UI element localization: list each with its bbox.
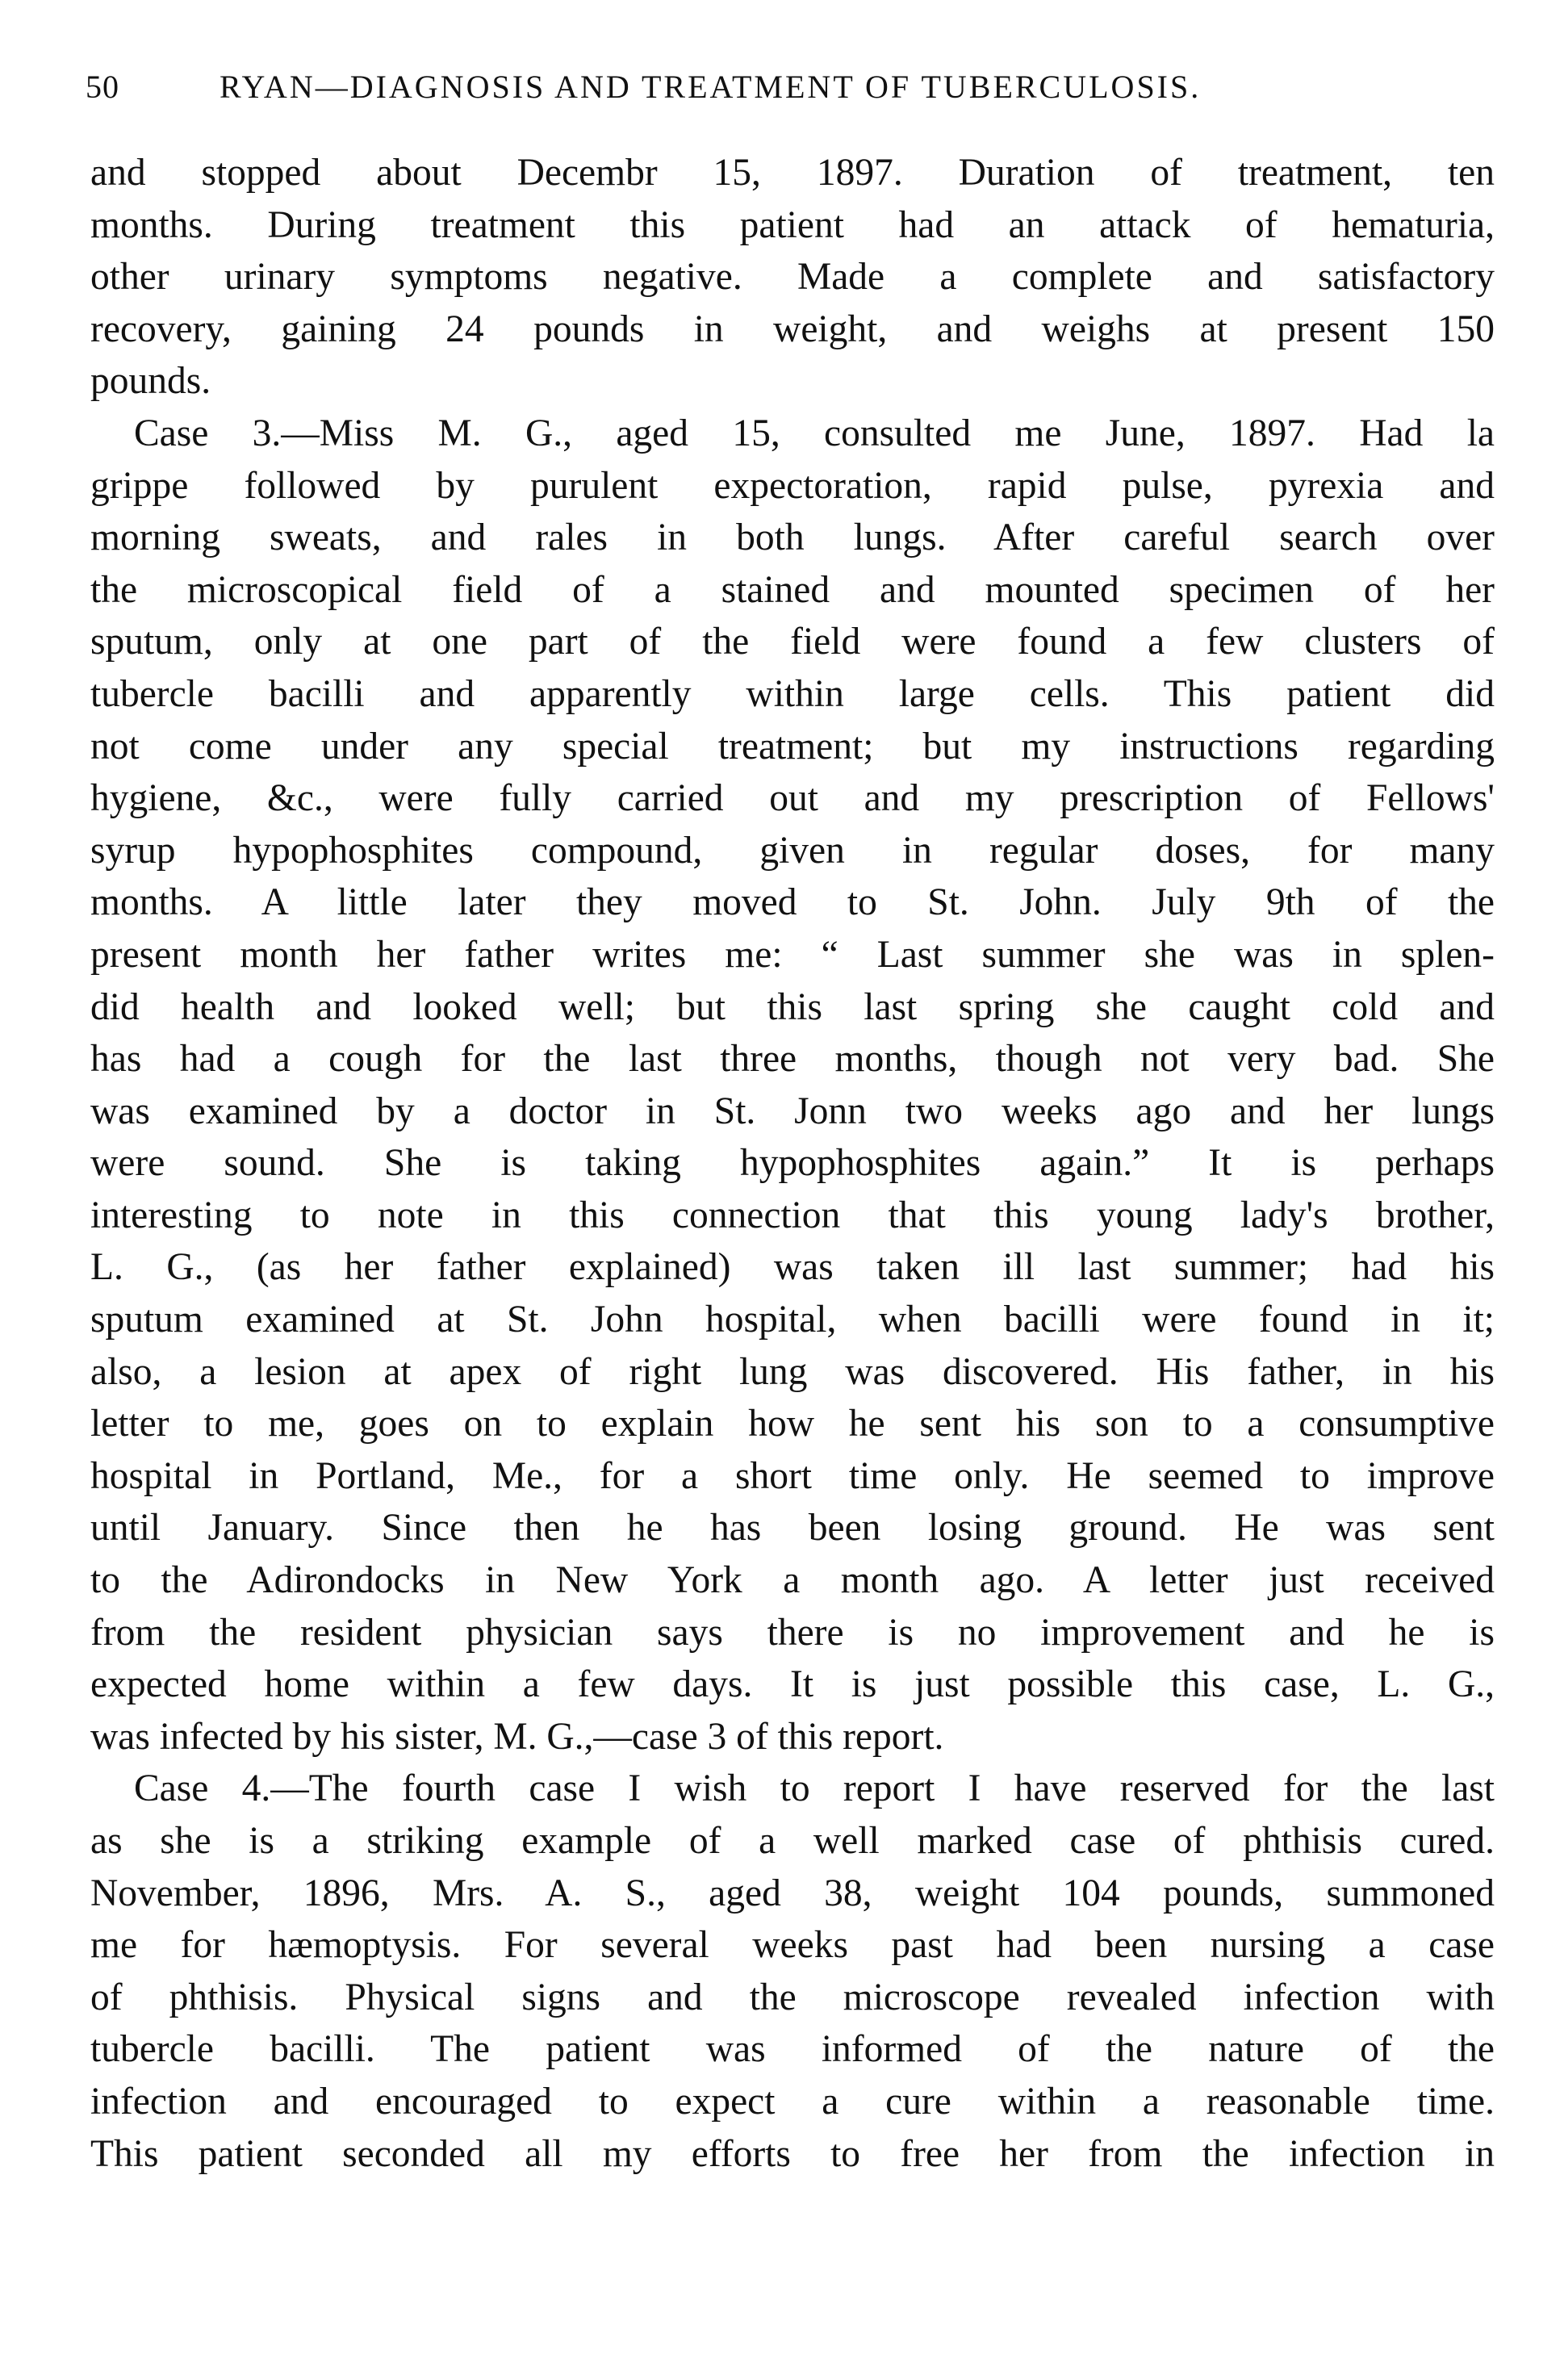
text-line: from the resident physician says there is no improvement and he is [90, 1611, 1495, 1654]
text-line: present month her father writes me: “ Last summer she was in splen- [90, 933, 1495, 976]
text-line: pounds. [90, 360, 211, 403]
text-line: recovery, gaining 24 pounds in weight, and weighs at present 150 [90, 307, 1495, 350]
page-number: 50 [86, 69, 119, 105]
text-line: tubercle bacilli and apparently within large cells. This patient did [90, 672, 1495, 715]
text-line: Case 4.—The fourth case I wish to report I have reserved for the last [134, 1767, 1495, 1810]
text-line: expected home within a few days. It is just possible this case, L. G., [90, 1663, 1495, 1706]
text-line: months. During treatment this patient had an attack of hematuria, [90, 203, 1495, 246]
text-line: interesting to note in this connection that this young lady's brother, [90, 1194, 1495, 1236]
text-line: has had a cough for the last three months, though not very bad. She [90, 1038, 1495, 1081]
text-line: This patient seconded all my efforts to free her from the infection in [90, 2132, 1495, 2175]
text-line: infection and encouraged to expect a cure within a reasonable time. [90, 2080, 1495, 2123]
text-line: grippe followed by purulent expectoration, rapid pulse, pyrexia and [90, 464, 1495, 507]
text-line: hygiene, &c., were fully carried out and my prescription of Fellows' [90, 777, 1495, 820]
text-line: sputum, only at one part of the field were found a few clusters of [90, 621, 1495, 663]
text-line: were sound. She is taking hypophosphites again.” It is perhaps [90, 1142, 1495, 1185]
text-line: not come under any special treatment; but my instructions regarding [90, 725, 1495, 768]
text-line: November, 1896, Mrs. A. S., aged 38, weight 104 pounds, summoned [90, 1872, 1495, 1914]
text-line: to the Adirondocks in New York a month ago. A letter just received [90, 1559, 1495, 1602]
running-head [74, 63, 1511, 111]
text-line: tubercle bacilli. The patient was informed of the nature of the [90, 2028, 1495, 2071]
body-text [90, 147, 1495, 2180]
text-line: syrup hypophosphites compound, given in regular doses, for many [90, 829, 1495, 872]
text-line: me for hæmoptysis. For several weeks past had been nursing a case [90, 1924, 1495, 1967]
text-line: as she is a striking example of a well marked case of phthisis cured. [90, 1820, 1495, 1862]
text-line: months. A little later they moved to St. John. July 9th of the [90, 881, 1495, 924]
text-line: did health and looked well; but this last spring she caught cold and [90, 985, 1495, 1028]
text-line: until January. Since then he has been losing ground. He was sent [90, 1507, 1495, 1550]
text-line: letter to me, goes on to explain how he sent his son to a consumptive [90, 1403, 1495, 1445]
text-line: L. G., (as her father explained) was taken ill last summer; had his [90, 1246, 1495, 1289]
text-line: sputum examined at St. John hospital, when bacilli were found in it; [90, 1299, 1495, 1341]
text-line: was examined by a doctor in St. Jonn two weeks ago and her lungs [90, 1090, 1495, 1132]
text-line: also, a lesion at apex of right lung was discovered. His father, in his [90, 1350, 1495, 1393]
text-line: Case 3.—Miss M. G., aged 15, consulted me June, 1897. Had la [134, 412, 1495, 454]
running-head-title: RYAN—DIAGNOSIS AND TREATMENT OF TUBERCULOSIS. [220, 69, 1202, 105]
text-line: was infected by his sister, M. G.,—case 3 of this report. [90, 1715, 944, 1758]
text-line: hospital in Portland, Me., for a short time only. He seemed to improve [90, 1454, 1495, 1497]
text-line: of phthisis. Physical signs and the microscope revealed infection with [90, 1976, 1495, 2018]
text-line: other urinary symptoms negative. Made a complete and satisfactory [90, 256, 1495, 299]
text-line: morning sweats, and rales in both lungs. After careful search over [90, 517, 1495, 559]
text-line: and stopped about Decembr 15, 1897. Duration of treatment, ten [90, 152, 1495, 194]
text-line: the microscopical field of a stained and mounted specimen of her [90, 568, 1495, 611]
